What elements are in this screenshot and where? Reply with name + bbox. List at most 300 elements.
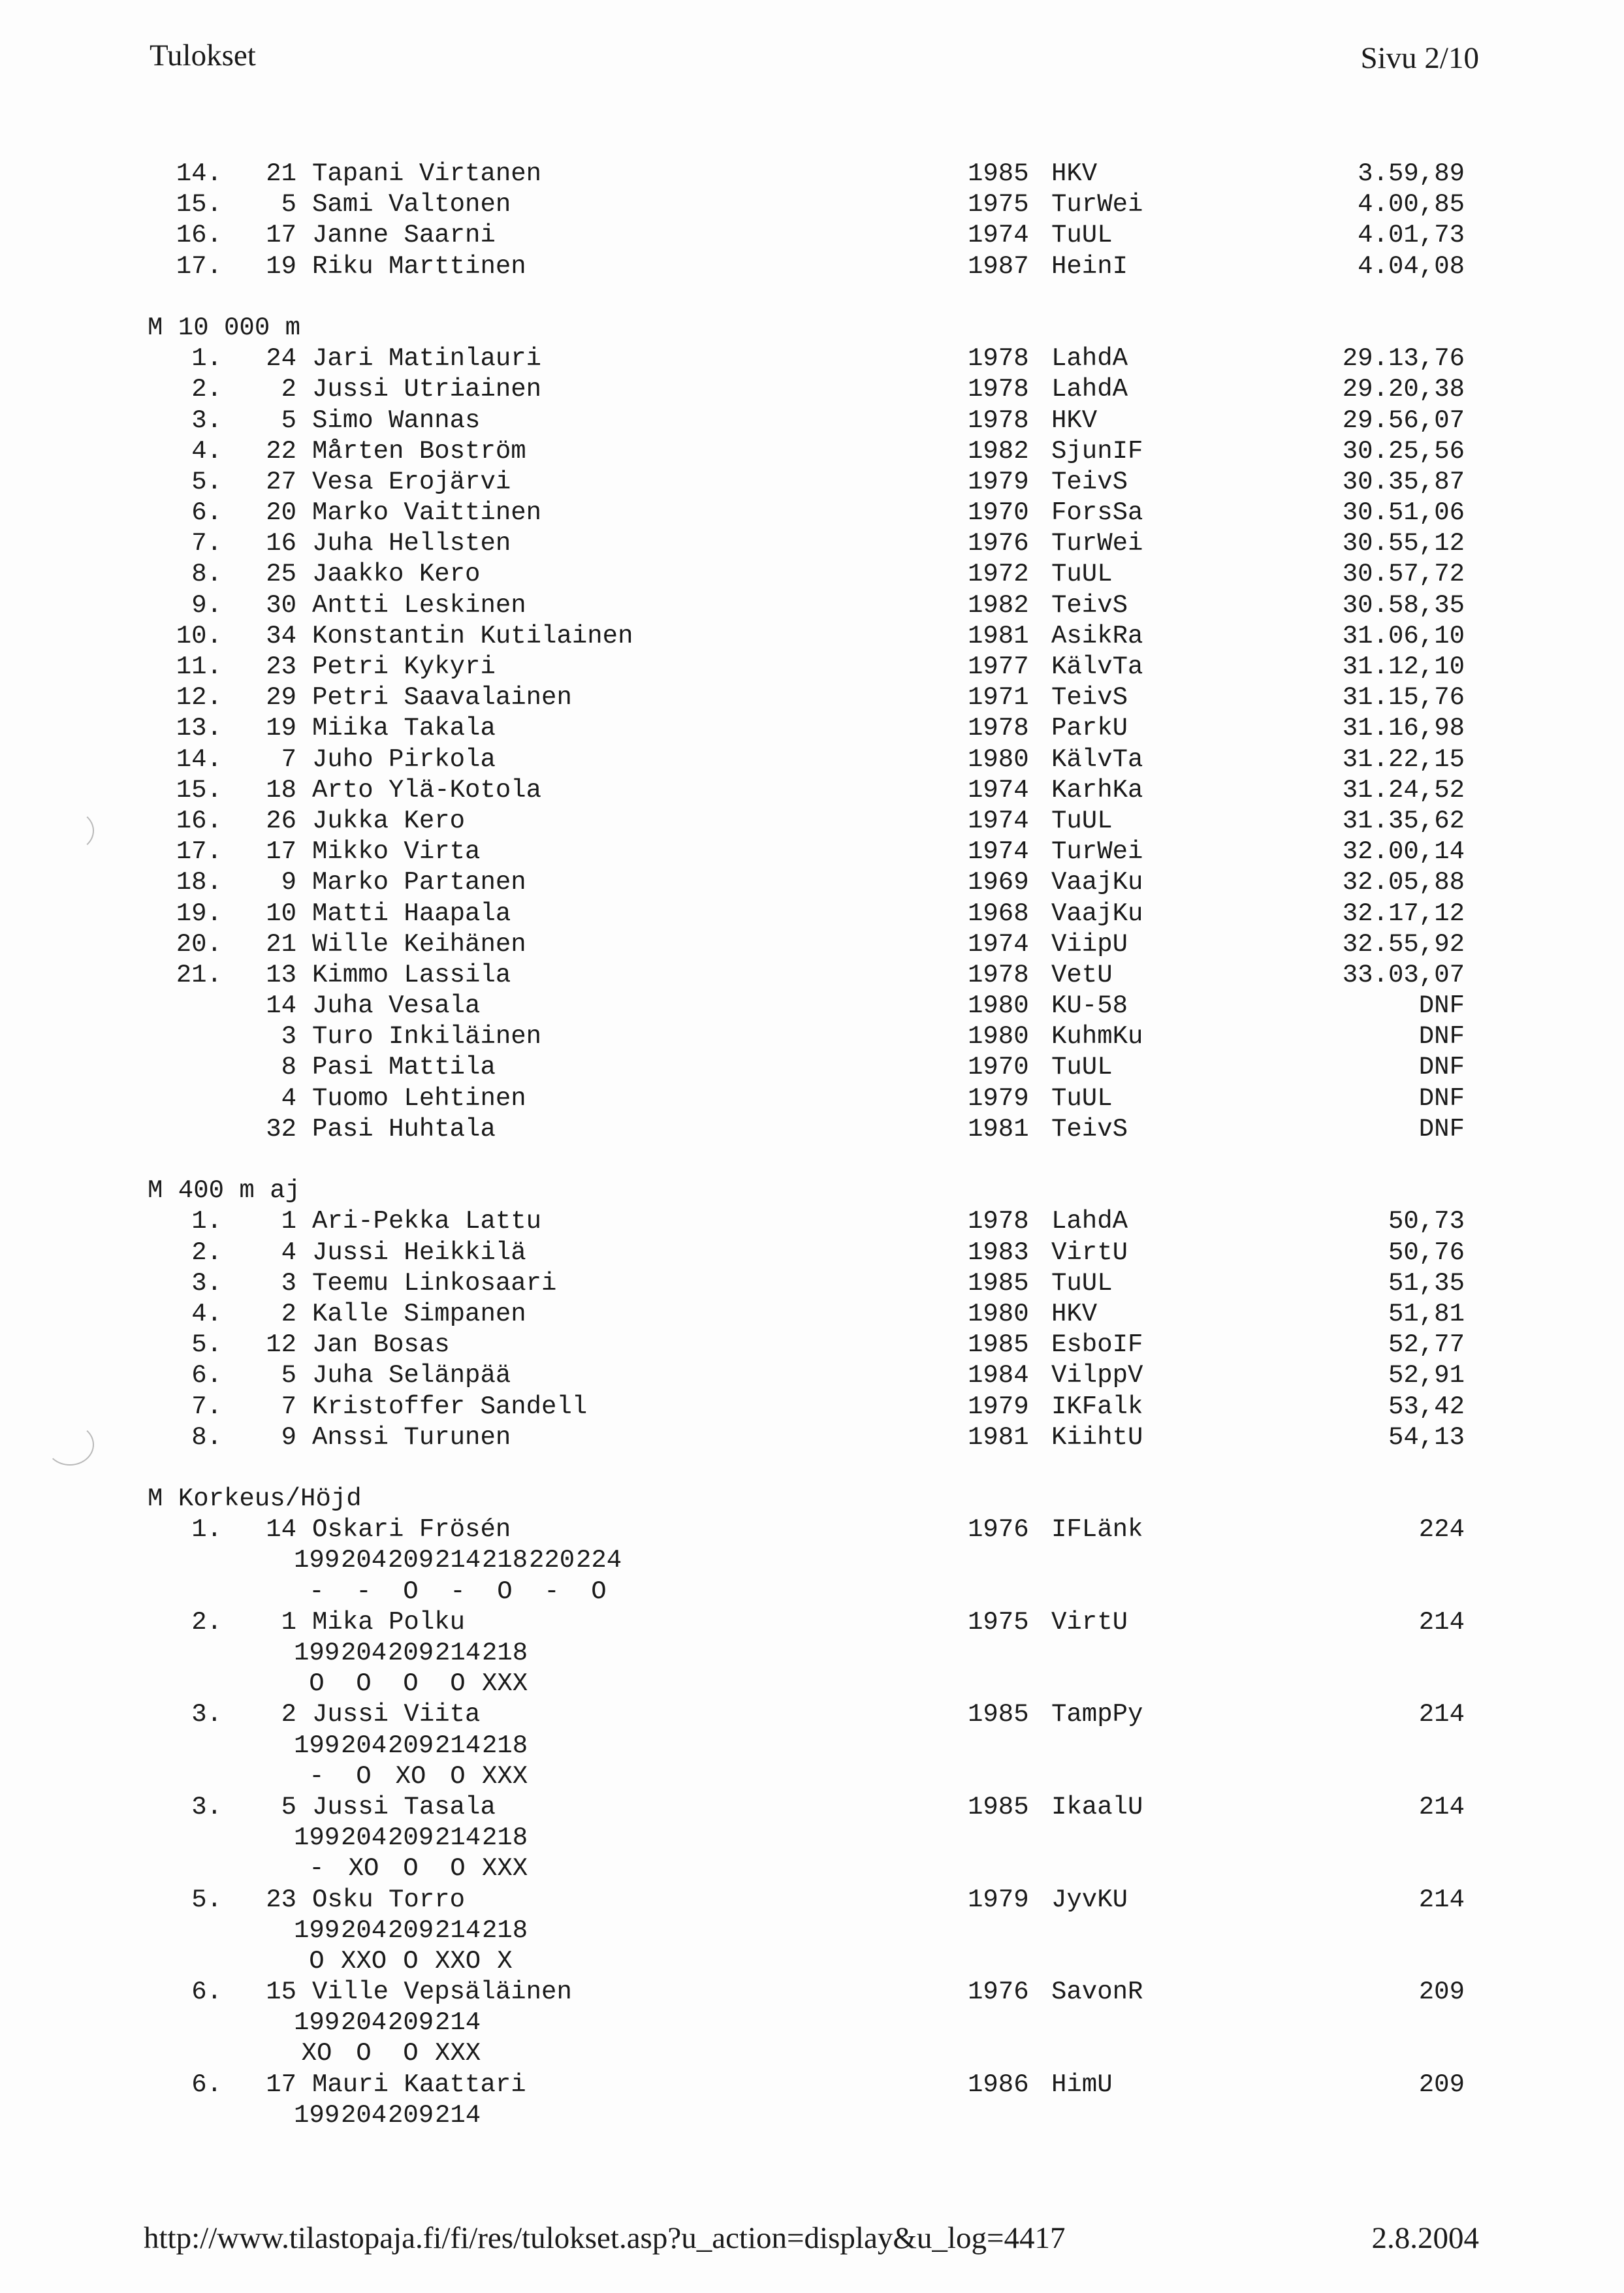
club: VirtU bbox=[1051, 1607, 1128, 1637]
birth-year: 1974 bbox=[968, 837, 1029, 867]
result: 30.51,06 bbox=[1342, 498, 1465, 528]
result: DNF bbox=[1418, 1022, 1465, 1051]
place: 15. bbox=[176, 190, 222, 219]
club: LahdA bbox=[1051, 1207, 1128, 1236]
athlete-name: Ville Vepsäläinen bbox=[312, 1978, 572, 2007]
jump-attempt: XXO bbox=[341, 1946, 387, 1976]
bib-number: 21 bbox=[266, 929, 296, 959]
section-gap bbox=[0, 1145, 1624, 1176]
jump-attempt: XXO bbox=[435, 1946, 481, 1976]
result-row bbox=[0, 745, 1624, 775]
section-gap bbox=[0, 1453, 1624, 1484]
result: 31.12,10 bbox=[1342, 652, 1465, 681]
result-row bbox=[0, 220, 1624, 251]
bib-number: 10 bbox=[266, 899, 296, 928]
birth-year: 1981 bbox=[968, 621, 1029, 650]
result: DNF bbox=[1418, 1114, 1465, 1144]
result-row bbox=[0, 2070, 1624, 2100]
club: SavonR bbox=[1051, 1978, 1143, 2007]
athlete-name: Juho Pirkola bbox=[312, 745, 496, 774]
birth-year: 1979 bbox=[968, 1392, 1029, 1421]
place: 8. bbox=[191, 560, 222, 589]
event-title bbox=[0, 313, 1624, 344]
athlete-name: Pasi Mattila bbox=[312, 1053, 496, 1082]
birth-year: 1974 bbox=[968, 929, 1029, 959]
club: VilppV bbox=[1051, 1361, 1143, 1390]
result: 54,13 bbox=[1388, 1422, 1465, 1452]
jump-height: 218 bbox=[482, 1546, 528, 1575]
birth-year: 1980 bbox=[968, 1299, 1029, 1328]
place: 20. bbox=[176, 929, 222, 959]
jump-heights bbox=[0, 2008, 1624, 2038]
event-name: M 10 000 m bbox=[148, 313, 301, 342]
bib-number: 17 bbox=[266, 2070, 296, 2099]
athlete-name: Jukka Kero bbox=[312, 806, 466, 835]
result: 31.22,15 bbox=[1342, 745, 1465, 774]
birth-year: 1970 bbox=[968, 1053, 1029, 1082]
athlete-name: Teemu Linkosaari bbox=[312, 1268, 557, 1298]
birth-year: 1980 bbox=[968, 1022, 1029, 1051]
result-row bbox=[0, 1360, 1624, 1391]
place: 5. bbox=[191, 467, 222, 496]
bib-number: 4 bbox=[281, 1238, 296, 1267]
bib-number: 17 bbox=[266, 221, 296, 250]
result-row bbox=[0, 1268, 1624, 1299]
birth-year: 1985 bbox=[968, 1330, 1029, 1360]
athlete-name: Jussi Viita bbox=[312, 1700, 481, 1729]
jump-attempt: O bbox=[403, 2039, 419, 2068]
header-title: Tulokset bbox=[150, 39, 256, 72]
birth-year: 1975 bbox=[968, 1607, 1029, 1637]
athlete-name: Juha Hellsten bbox=[312, 529, 511, 558]
place: 2. bbox=[191, 375, 222, 404]
result: 31.16,98 bbox=[1342, 714, 1465, 743]
place: 7. bbox=[191, 1392, 222, 1421]
jump-height: 209 bbox=[388, 2100, 434, 2130]
club: TuUL bbox=[1051, 560, 1113, 589]
result: 209 bbox=[1418, 2070, 1465, 2099]
club: HimU bbox=[1051, 2070, 1113, 2099]
bib-number: 1 bbox=[281, 1607, 296, 1637]
place: 18. bbox=[176, 868, 222, 897]
jump-attempt: - bbox=[309, 1854, 325, 1884]
result: 214 bbox=[1418, 1700, 1465, 1729]
results-list bbox=[0, 159, 1624, 2131]
punch-hole-mark bbox=[46, 810, 94, 852]
club: TuUL bbox=[1051, 1083, 1113, 1113]
result: 209 bbox=[1418, 1978, 1465, 2007]
footer-date: 2.8.2004 bbox=[1371, 2221, 1479, 2255]
jump-attempts bbox=[0, 2038, 1624, 2069]
result: 32.55,92 bbox=[1342, 929, 1465, 959]
jump-height: 218 bbox=[482, 1916, 528, 1945]
result: 31.24,52 bbox=[1342, 775, 1465, 805]
jump-attempt: O bbox=[403, 1854, 419, 1884]
result-row bbox=[0, 929, 1624, 960]
result-row bbox=[0, 374, 1624, 405]
athlete-name: Jan Bosas bbox=[312, 1330, 450, 1360]
result-row bbox=[0, 251, 1624, 282]
jump-height: 199 bbox=[294, 1823, 340, 1853]
result: 32.00,14 bbox=[1342, 837, 1465, 867]
bib-number: 19 bbox=[266, 714, 296, 743]
club: SjunIF bbox=[1051, 436, 1143, 466]
result-row bbox=[0, 406, 1624, 436]
result-row bbox=[0, 1607, 1624, 1638]
place: 2. bbox=[191, 1238, 222, 1267]
jump-height: 204 bbox=[341, 1916, 387, 1945]
place: 1. bbox=[191, 1207, 222, 1236]
birth-year: 1978 bbox=[968, 375, 1029, 404]
club: VirtU bbox=[1051, 1238, 1128, 1267]
jump-heights bbox=[0, 1823, 1624, 1853]
athlete-name: Osku Torro bbox=[312, 1885, 466, 1914]
result-row bbox=[0, 467, 1624, 498]
jump-height: 199 bbox=[294, 2100, 340, 2130]
bib-number: 23 bbox=[266, 652, 296, 681]
birth-year: 1980 bbox=[968, 745, 1029, 774]
result-row bbox=[0, 837, 1624, 867]
bib-number: 32 bbox=[266, 1114, 296, 1144]
jump-attempt: XO bbox=[395, 1761, 426, 1791]
club: ForsSa bbox=[1051, 498, 1143, 528]
result-row bbox=[0, 1083, 1624, 1114]
athlete-name: Marko Vaittinen bbox=[312, 498, 542, 528]
jump-height: 209 bbox=[388, 1823, 434, 1853]
birth-year: 1968 bbox=[968, 899, 1029, 928]
jump-heights bbox=[0, 1545, 1624, 1576]
jump-attempts bbox=[0, 1669, 1624, 1699]
place: 10. bbox=[176, 621, 222, 650]
athlete-name: Arto Ylä-Kotola bbox=[312, 775, 542, 805]
birth-year: 1974 bbox=[968, 775, 1029, 805]
result-row bbox=[0, 652, 1624, 682]
club: TurWei bbox=[1051, 529, 1143, 558]
bib-number: 16 bbox=[266, 529, 296, 558]
jump-height: 204 bbox=[341, 1639, 387, 1667]
jump-attempts bbox=[0, 1853, 1624, 1884]
birth-year: 1981 bbox=[968, 1422, 1029, 1452]
bib-number: 5 bbox=[281, 406, 296, 435]
jump-height: 199 bbox=[294, 1916, 340, 1945]
place: 12. bbox=[176, 683, 222, 713]
jump-attempt: - bbox=[356, 1577, 372, 1606]
bib-number: 22 bbox=[266, 436, 296, 466]
birth-year: 1985 bbox=[968, 1792, 1029, 1821]
place: 3. bbox=[191, 1700, 222, 1729]
place: 21. bbox=[176, 960, 222, 989]
result-row bbox=[0, 1206, 1624, 1237]
club: IKFalk bbox=[1051, 1392, 1143, 1421]
jump-heights bbox=[0, 1638, 1624, 1669]
result-row bbox=[0, 1515, 1624, 1545]
bib-number: 5 bbox=[281, 1361, 296, 1390]
athlete-name: Mårten Boström bbox=[312, 436, 526, 466]
club: IFLänk bbox=[1051, 1515, 1143, 1545]
athlete-name: Vesa Erojärvi bbox=[312, 467, 511, 496]
jump-attempt: O bbox=[403, 1946, 419, 1976]
bib-number: 25 bbox=[266, 560, 296, 589]
birth-year: 1975 bbox=[968, 190, 1029, 219]
place: 2. bbox=[191, 1607, 222, 1637]
result: 51,81 bbox=[1388, 1299, 1465, 1328]
jump-height: 214 bbox=[435, 1823, 481, 1853]
athlete-name: Mauri Kaattari bbox=[312, 2070, 526, 2099]
bib-number: 13 bbox=[266, 960, 296, 989]
jump-height: 199 bbox=[294, 2008, 340, 2038]
bib-number: 2 bbox=[281, 1700, 296, 1729]
place: 1. bbox=[191, 344, 222, 374]
place: 16. bbox=[176, 806, 222, 835]
club: EsboIF bbox=[1051, 1330, 1143, 1360]
result-row bbox=[0, 344, 1624, 374]
result-row bbox=[0, 1238, 1624, 1268]
bib-number: 17 bbox=[266, 837, 296, 867]
jump-height: 204 bbox=[341, 2008, 387, 2038]
section-gap bbox=[0, 282, 1624, 313]
result-row bbox=[0, 960, 1624, 991]
club: AsikRa bbox=[1051, 621, 1143, 650]
result: 31.06,10 bbox=[1342, 621, 1465, 650]
bib-number: 7 bbox=[281, 1392, 296, 1421]
bib-number: 15 bbox=[266, 1978, 296, 2007]
result-row bbox=[0, 991, 1624, 1021]
athlete-name: Sami Valtonen bbox=[312, 190, 511, 219]
club: JyvKU bbox=[1051, 1885, 1128, 1914]
athlete-name: Miika Takala bbox=[312, 714, 496, 743]
place: 5. bbox=[191, 1330, 222, 1360]
club: TeivS bbox=[1051, 590, 1128, 620]
athlete-name: Turo Inkiläinen bbox=[312, 1022, 542, 1051]
athlete-name: Petri Kykyri bbox=[312, 652, 496, 681]
jump-attempt: O bbox=[309, 1669, 325, 1699]
place: 1. bbox=[191, 1515, 222, 1545]
result: 52,91 bbox=[1388, 1361, 1465, 1390]
club: TuUL bbox=[1051, 221, 1113, 250]
birth-year: 1979 bbox=[968, 1885, 1029, 1914]
jump-attempt: XXX bbox=[482, 1669, 528, 1699]
birth-year: 1974 bbox=[968, 221, 1029, 250]
result-row bbox=[0, 436, 1624, 467]
event-name: M Korkeus/Höjd bbox=[148, 1484, 362, 1514]
place: 7. bbox=[191, 529, 222, 558]
jump-height: 199 bbox=[294, 1546, 340, 1575]
footer-url: http://www.tilastopaja.fi/fi/res/tulokset.asp?u_action=display&u_log=4417 bbox=[144, 2221, 1066, 2255]
athlete-name: Jari Matinlauri bbox=[312, 344, 542, 374]
result-row bbox=[0, 1299, 1624, 1330]
bib-number: 2 bbox=[281, 1299, 296, 1328]
athlete-name: Kalle Simpanen bbox=[312, 1299, 526, 1328]
result-row bbox=[0, 1392, 1624, 1422]
result-row bbox=[0, 806, 1624, 837]
result: DNF bbox=[1418, 1083, 1465, 1113]
athlete-name: Tuomo Lehtinen bbox=[312, 1083, 526, 1113]
birth-year: 1979 bbox=[968, 467, 1029, 496]
birth-year: 1978 bbox=[968, 714, 1029, 743]
jump-height: 209 bbox=[388, 1546, 434, 1575]
jump-height: 209 bbox=[388, 1639, 434, 1667]
event-name: M 400 m aj bbox=[148, 1176, 301, 1206]
club: HKV bbox=[1051, 1299, 1098, 1328]
jump-attempt: O bbox=[356, 2039, 372, 2068]
club: TeivS bbox=[1051, 1114, 1128, 1144]
jump-height: 204 bbox=[341, 1546, 387, 1575]
club: VaajKu bbox=[1051, 868, 1143, 897]
jump-attempt: X bbox=[497, 1946, 513, 1976]
place: 3. bbox=[191, 1268, 222, 1298]
athlete-name: Matti Haapala bbox=[312, 899, 511, 928]
event-title bbox=[0, 1484, 1624, 1515]
result-row bbox=[0, 1977, 1624, 2008]
athlete-name: Pasi Huhtala bbox=[312, 1114, 496, 1144]
jump-attempt: XXX bbox=[435, 2039, 481, 2068]
jump-heights bbox=[0, 1731, 1624, 1761]
jump-attempt: - bbox=[450, 1577, 466, 1606]
jump-height: 199 bbox=[294, 1639, 340, 1667]
bib-number: 4 bbox=[281, 1083, 296, 1113]
club: LahdA bbox=[1051, 344, 1128, 374]
place: 9. bbox=[191, 590, 222, 620]
athlete-name: Oskari Frösén bbox=[312, 1515, 511, 1545]
result: 29.20,38 bbox=[1342, 375, 1465, 404]
place: 3. bbox=[191, 406, 222, 435]
athlete-name: Kristoffer Sandell bbox=[312, 1392, 588, 1421]
jump-attempt: O bbox=[497, 1577, 513, 1606]
result: 31.15,76 bbox=[1342, 683, 1465, 713]
result: DNF bbox=[1418, 1053, 1465, 1082]
birth-year: 1970 bbox=[968, 498, 1029, 528]
result: 30.55,12 bbox=[1342, 529, 1465, 558]
result: DNF bbox=[1418, 991, 1465, 1021]
club: TeivS bbox=[1051, 467, 1128, 496]
place: 8. bbox=[191, 1422, 222, 1452]
result-row bbox=[0, 867, 1624, 898]
result: 50,76 bbox=[1388, 1238, 1465, 1267]
jump-attempts bbox=[0, 1577, 1624, 1607]
place: 19. bbox=[176, 899, 222, 928]
club: TuUL bbox=[1051, 806, 1113, 835]
birth-year: 1978 bbox=[968, 406, 1029, 435]
jump-height: 218 bbox=[482, 1639, 528, 1667]
result-row bbox=[0, 1052, 1624, 1083]
punch-hole-mark bbox=[46, 1424, 94, 1466]
birth-year: 1983 bbox=[968, 1238, 1029, 1267]
place: 16. bbox=[176, 221, 222, 250]
jump-height: 214 bbox=[435, 2100, 481, 2130]
jump-attempts bbox=[0, 1761, 1624, 1792]
result-row bbox=[0, 528, 1624, 559]
birth-year: 1978 bbox=[968, 960, 1029, 989]
result: 30.57,72 bbox=[1342, 560, 1465, 589]
birth-year: 1986 bbox=[968, 2070, 1029, 2099]
athlete-name: Antti Leskinen bbox=[312, 590, 526, 620]
event-title bbox=[0, 1176, 1624, 1206]
jump-attempt: O bbox=[309, 1946, 325, 1976]
result: 4.01,73 bbox=[1358, 221, 1465, 250]
jump-heights bbox=[0, 1916, 1624, 1946]
result-row bbox=[0, 621, 1624, 652]
birth-year: 1984 bbox=[968, 1361, 1029, 1390]
bib-number: 30 bbox=[266, 590, 296, 620]
result-row bbox=[0, 713, 1624, 744]
result: 29.13,76 bbox=[1342, 344, 1465, 374]
birth-year: 1981 bbox=[968, 1114, 1029, 1144]
jump-height: 224 bbox=[576, 1546, 622, 1575]
jump-attempt: - bbox=[309, 1577, 325, 1606]
bib-number: 18 bbox=[266, 775, 296, 805]
result: 4.00,85 bbox=[1358, 190, 1465, 219]
club: KälvTa bbox=[1051, 652, 1143, 681]
result: 51,35 bbox=[1388, 1268, 1465, 1298]
result-row bbox=[0, 899, 1624, 929]
jump-height: 214 bbox=[435, 1916, 481, 1945]
place: 14. bbox=[176, 745, 222, 774]
result: 214 bbox=[1418, 1885, 1465, 1914]
bib-number: 21 bbox=[266, 159, 296, 188]
jump-height: 214 bbox=[435, 2008, 481, 2038]
jump-attempt: XXX bbox=[482, 1761, 528, 1791]
club: VetU bbox=[1051, 960, 1113, 989]
club: TurWei bbox=[1051, 837, 1143, 867]
birth-year: 1982 bbox=[968, 436, 1029, 466]
birth-year: 1985 bbox=[968, 159, 1029, 188]
jump-attempt: O bbox=[591, 1577, 607, 1606]
jump-height: 218 bbox=[482, 1823, 528, 1853]
jump-attempt: O bbox=[356, 1761, 372, 1791]
club: ParkU bbox=[1051, 714, 1128, 743]
result: 214 bbox=[1418, 1607, 1465, 1637]
bib-number: 34 bbox=[266, 621, 296, 650]
result-row bbox=[0, 682, 1624, 713]
athlete-name: Tapani Virtanen bbox=[312, 159, 542, 188]
athlete-name: Jussi Heikkilä bbox=[312, 1238, 526, 1267]
bib-number: 24 bbox=[266, 344, 296, 374]
birth-year: 1976 bbox=[968, 1515, 1029, 1545]
jump-height: 214 bbox=[435, 1731, 481, 1760]
result-row bbox=[0, 189, 1624, 220]
place: 6. bbox=[191, 1978, 222, 2007]
result-row bbox=[0, 559, 1624, 590]
club: KiihtU bbox=[1051, 1422, 1143, 1452]
jump-attempt: O bbox=[403, 1577, 419, 1606]
result-row bbox=[0, 1792, 1624, 1823]
club: KuhmKu bbox=[1051, 1022, 1143, 1051]
birth-year: 1982 bbox=[968, 590, 1029, 620]
jump-height: 209 bbox=[388, 2008, 434, 2038]
place: 5. bbox=[191, 1885, 222, 1914]
club: TuUL bbox=[1051, 1268, 1113, 1298]
bib-number: 5 bbox=[281, 190, 296, 219]
result-row bbox=[0, 159, 1624, 189]
place: 17. bbox=[176, 837, 222, 867]
result-row bbox=[0, 1330, 1624, 1360]
club: TurWei bbox=[1051, 190, 1143, 219]
bib-number: 14 bbox=[266, 991, 296, 1021]
club: TeivS bbox=[1051, 683, 1128, 713]
birth-year: 1978 bbox=[968, 1207, 1029, 1236]
place: 4. bbox=[191, 1299, 222, 1328]
club: HKV bbox=[1051, 406, 1098, 435]
jump-height: 204 bbox=[341, 2100, 387, 2130]
bib-number: 7 bbox=[281, 745, 296, 774]
birth-year: 1969 bbox=[968, 868, 1029, 897]
result-row bbox=[0, 1021, 1624, 1052]
result: 32.05,88 bbox=[1342, 868, 1465, 897]
bib-number: 8 bbox=[281, 1053, 296, 1082]
result: 214 bbox=[1418, 1792, 1465, 1821]
place: 3. bbox=[191, 1792, 222, 1821]
result-row bbox=[0, 1114, 1624, 1145]
